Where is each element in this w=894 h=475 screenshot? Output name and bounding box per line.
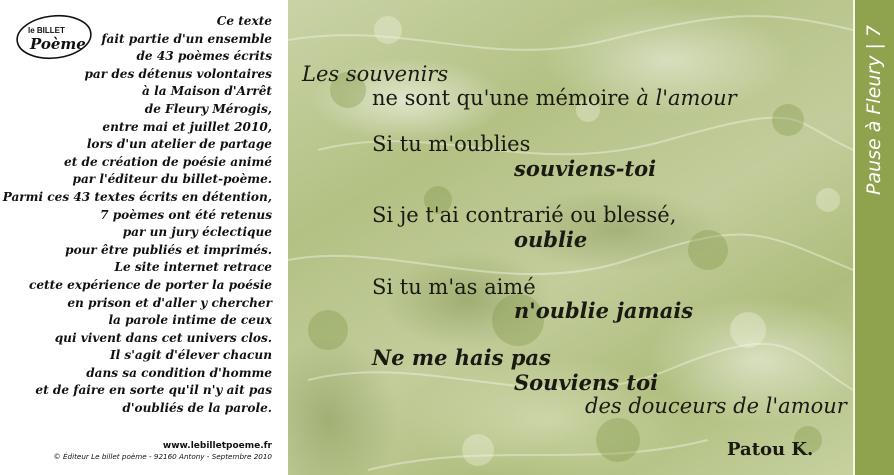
intro-line: Le site internet retrace — [114, 260, 272, 275]
intro-line: d'oubliés de la parole. — [122, 401, 272, 416]
poem-line: Souviens toi — [514, 370, 659, 395]
intro-column — [0, 0, 288, 475]
intro-line: pour être publiés et imprimés. — [65, 242, 272, 257]
footer — [54, 440, 272, 462]
intro-line: cette expérience de porter la poésie — [29, 277, 272, 292]
intro-line: Ce texte — [216, 14, 272, 28]
poem-line: Si je t'ai contrarié ou blessé, — [372, 203, 677, 227]
intro-text — [2, 13, 272, 418]
intro-line: à la Maison d'Arrêt — [142, 84, 272, 99]
intro-line: par des détenus volontaires — [84, 66, 272, 81]
series-label: Pause à Fleury | 7 — [863, 24, 885, 196]
intro-line: de Fleury Mérogis, — [144, 101, 272, 116]
intro-line: et de création de poésie animé — [64, 154, 272, 169]
poem-line: n'oublie jamais — [514, 298, 694, 323]
intro-line: dans sa condition d'homme — [86, 365, 272, 380]
intro-line: Parmi ces 43 textes écrits en détention, — [2, 189, 272, 204]
intro-line: lors d'un atelier de partage — [86, 137, 272, 152]
intro-line: fait partie d'un ensemble — [101, 31, 272, 46]
poem-line-part: ne sont qu'une mémoire — [372, 86, 637, 110]
intro-line: en prison et d'aller y chercher — [67, 295, 272, 310]
intro-line: 7 poèmes ont été retenus — [100, 207, 272, 222]
band-divider — [853, 0, 855, 475]
poem-line: oublie — [514, 227, 588, 252]
poem-line: Si tu m'oublies — [372, 132, 531, 156]
poem-line: Les souvenirs — [302, 62, 449, 86]
intro-line: qui vivent dans cet univers clos. — [54, 330, 272, 345]
website-link[interactable]: www.lebilletpoeme.fr — [162, 441, 272, 451]
intro-line: par l'éditeur du billet-poème. — [72, 172, 272, 187]
poem-line — [372, 86, 737, 110]
poem-line: souviens-toi — [514, 156, 657, 181]
copyright-text: © Éditeur Le billet poème - 92160 Antony - Septembre 2010 — [53, 452, 272, 461]
poem-line: Ne me hais pas — [372, 345, 551, 370]
poem-background — [288, 0, 853, 475]
intro-line: et de faire en sorte qu'il n'y ait pas — [35, 383, 272, 398]
intro-line: entre mai et juillet 2010, — [102, 119, 272, 134]
poem-line: Si tu m'as aimé — [372, 275, 536, 299]
poem-text — [288, 0, 853, 475]
logo-text-top: le BILLET — [28, 26, 65, 35]
intro-line: Il s'agit d'élever chacun — [109, 348, 272, 363]
side-band — [853, 0, 894, 475]
intro-line: par un jury éclectique — [122, 225, 272, 240]
intro-line: de 43 poèmes écrits — [136, 49, 272, 64]
poem-line-emphasis: à l'amour — [636, 86, 737, 110]
intro-line: la parole intime de ceux — [108, 313, 272, 328]
logo-text-bottom: Poème — [30, 35, 86, 53]
poem-line: des douceurs de l'amour — [585, 394, 847, 418]
poem-author: Patou K. — [727, 439, 814, 460]
